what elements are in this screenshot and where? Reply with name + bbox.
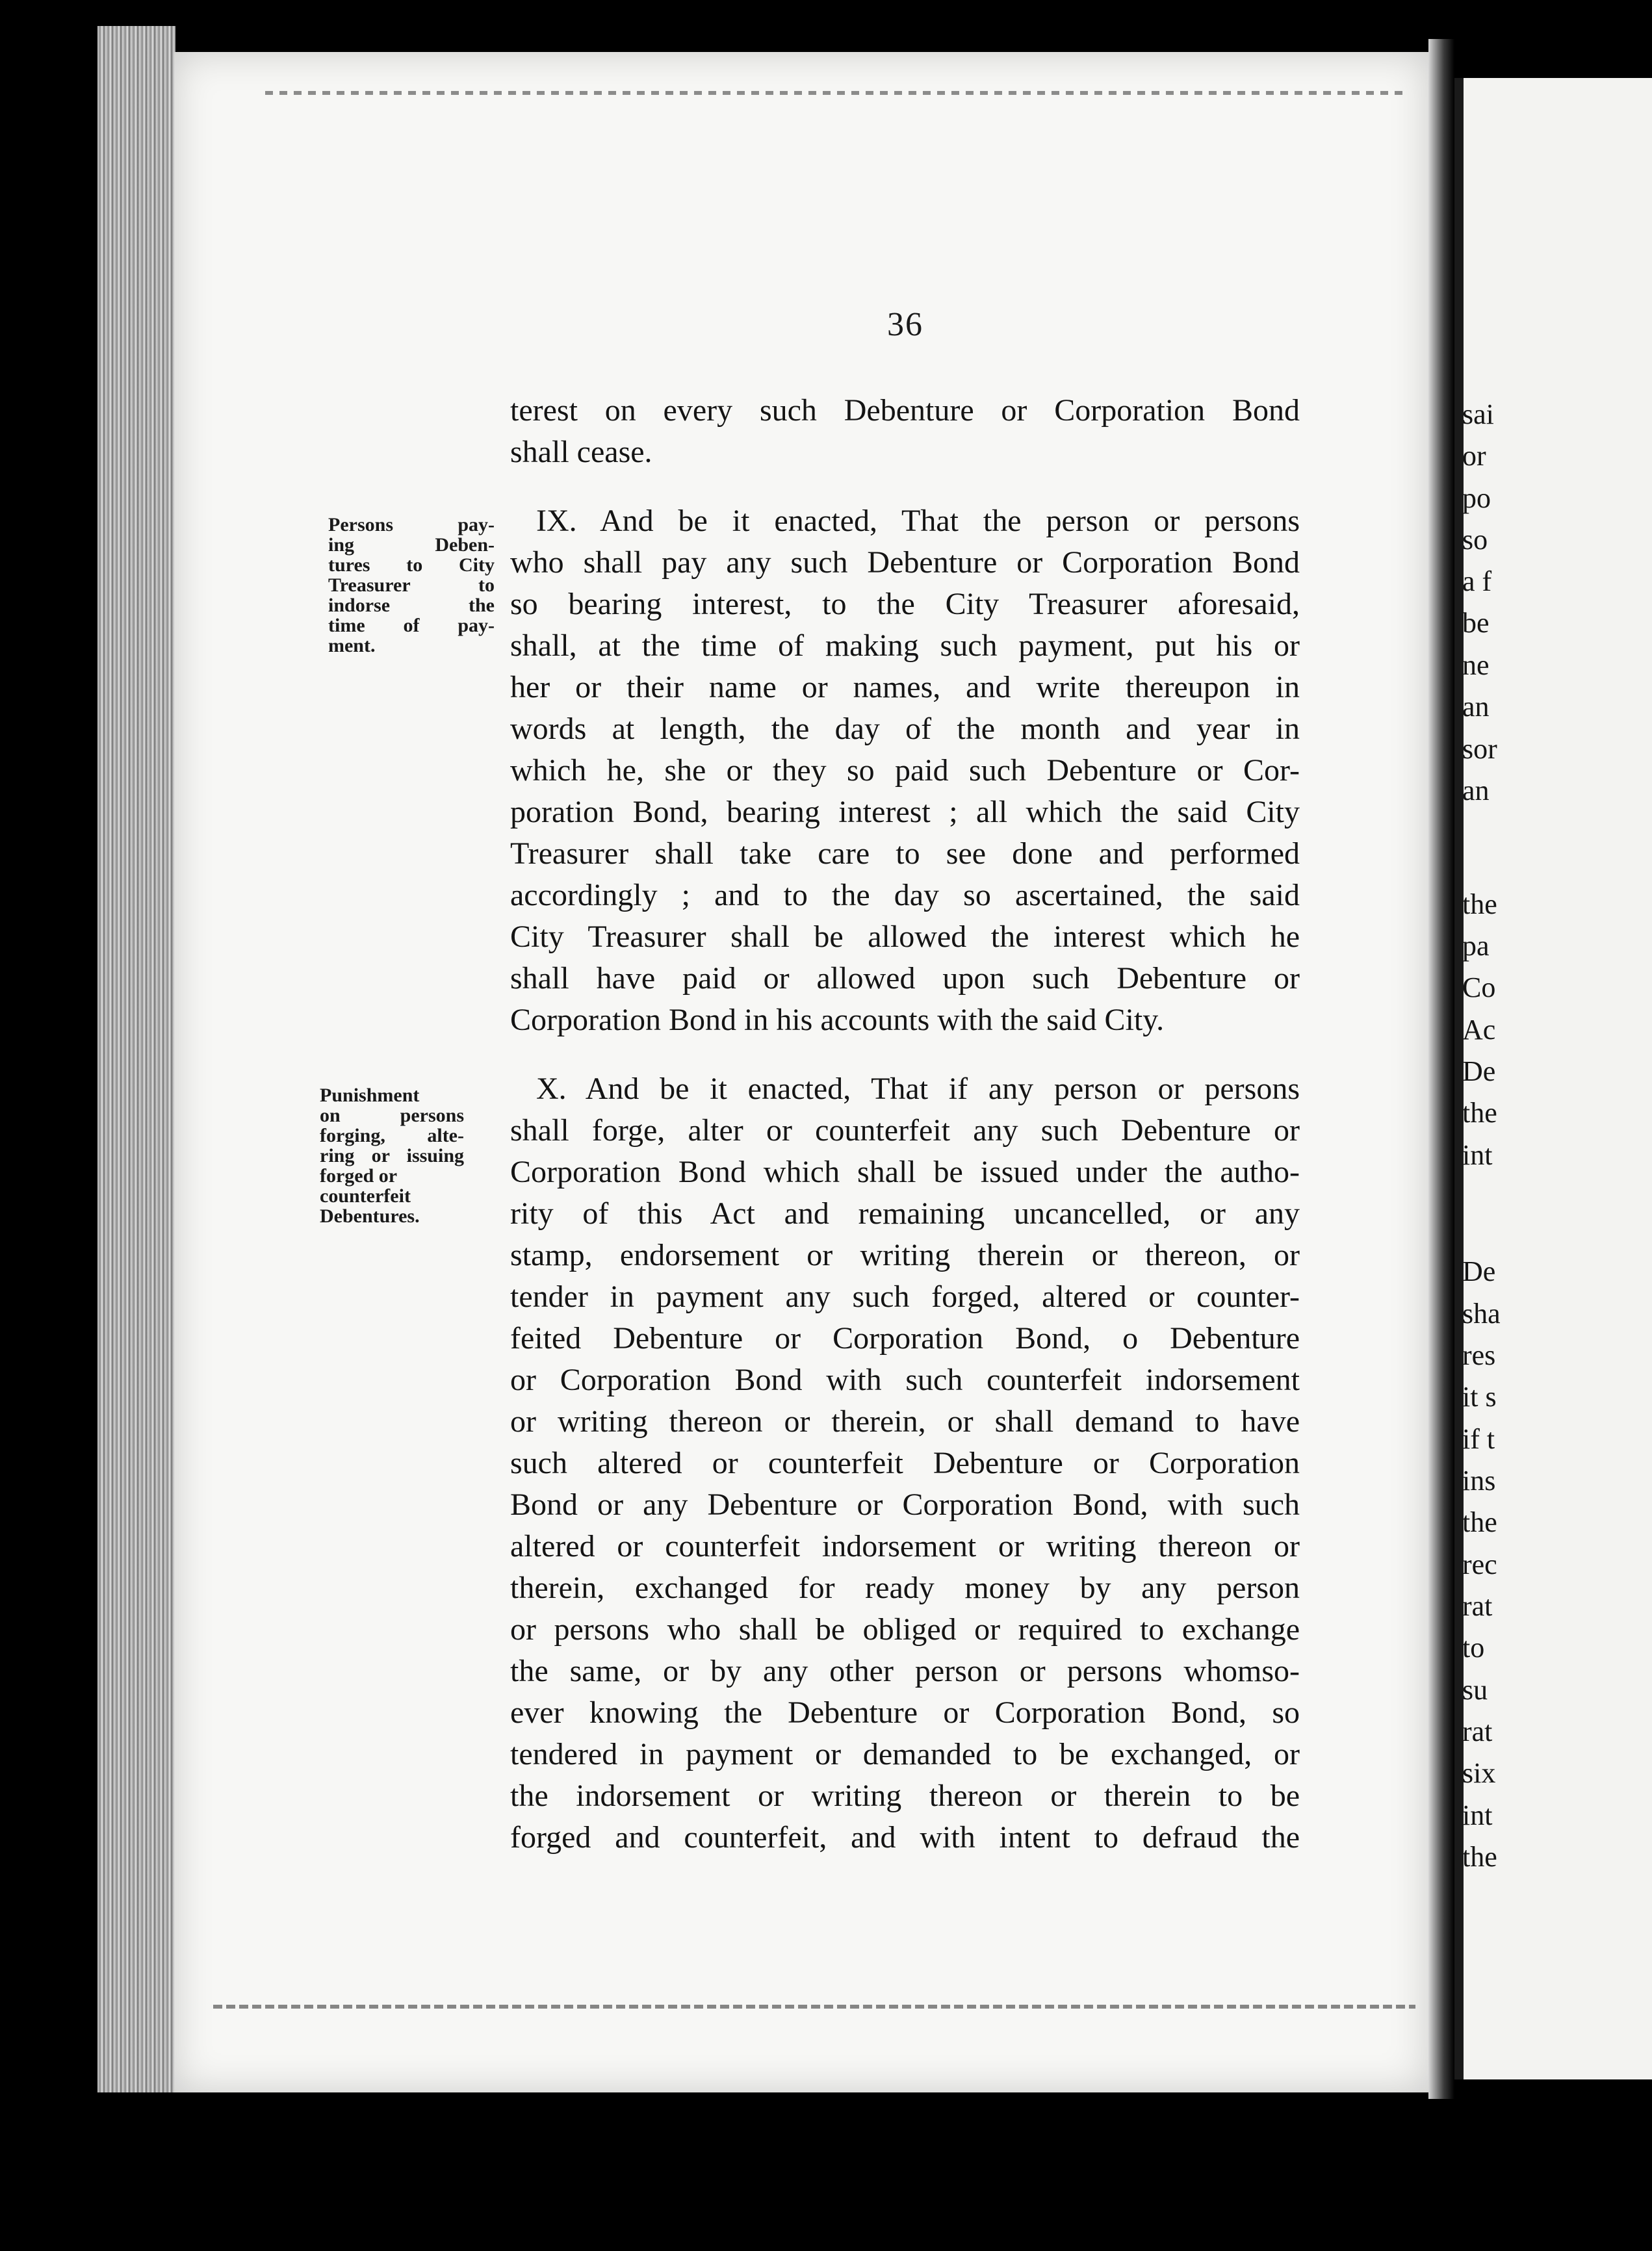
margin-note-line: ing Deben- [328, 534, 495, 556]
facing-page-fragment: pa [1462, 930, 1490, 962]
facing-page-fragment: rat [1462, 1590, 1493, 1622]
text-line: IX. And be it enacted, That the person or persons [536, 504, 1300, 538]
section-ix [510, 500, 1300, 1041]
facing-page-fragment: sor [1462, 733, 1497, 765]
text-line: tender in payment any such forged, altered or counter- [510, 1280, 1300, 1314]
bottom-rule [213, 2005, 1415, 2009]
text-line: stamp, endorsement or writing therein or thereon, or [510, 1238, 1300, 1272]
text-line: Bond or any Debenture or Corporation Bond, with such [510, 1487, 1300, 1522]
facing-page-fragment: the [1462, 888, 1497, 920]
text-line: feited Debenture or Corporation Bond, o Debenture [510, 1321, 1300, 1356]
top-rule [265, 91, 1402, 95]
margin-note-punishment [320, 1085, 464, 1226]
facing-page-fragment: an [1462, 691, 1490, 723]
facing-page-fragment: res [1462, 1339, 1496, 1371]
text-line: shall, at the time of making such payment, put his or [510, 628, 1300, 663]
facing-page-fragment: sai [1462, 398, 1494, 430]
text-line: rity of this Act and remaining uncancelled, or any [510, 1196, 1300, 1231]
facing-page-fragment: po [1462, 482, 1491, 514]
text-line: the same, or by any other person or persons whomso- [510, 1654, 1300, 1688]
text-line: who shall pay any such Debenture or Corporation Bond [510, 545, 1300, 580]
text-line: the indorsement or writing thereon or therein to be [510, 1779, 1300, 1813]
page-number: 36 [887, 306, 923, 343]
margin-note-paying-debentures [328, 515, 495, 656]
text-line: therein, exchanged for ready money by any person [510, 1571, 1300, 1605]
text-line: altered or counterfeit indorsement or writing thereon or [510, 1529, 1300, 1563]
facing-page-fragment: so [1462, 524, 1488, 556]
text-line: forged and counterfeit, and with intent to defraud the [510, 1820, 1300, 1855]
text-line: accordingly ; and to the day so ascertained, the said [510, 878, 1300, 912]
margin-note-line: indorse the [328, 595, 495, 616]
facing-page-fragment: rat [1462, 1716, 1493, 1747]
text-line: Treasurer shall take care to see done and performed [510, 836, 1300, 871]
text-line: or persons who shall be obliged or required to exchange [510, 1612, 1300, 1647]
facing-page-fragment: int [1462, 1139, 1493, 1171]
facing-page-fragment: Co [1462, 971, 1496, 1003]
margin-note-line: on persons [320, 1105, 464, 1126]
margin-note-line: tures to City [328, 554, 495, 576]
facing-page-fragment: su [1462, 1674, 1488, 1706]
margin-note-line: forging, alte- [320, 1125, 464, 1146]
facing-page-fragment: the [1462, 1097, 1497, 1129]
facing-page-fragment: if t [1462, 1423, 1495, 1455]
text-line: words at length, the day of the month and year in [510, 712, 1300, 746]
body-text [510, 390, 1300, 1859]
margin-note-line: Persons pay- [328, 514, 495, 535]
text-line: shall forge, alter or counterfeit any such Debenture or [510, 1113, 1300, 1148]
facing-page-fragment: a f [1462, 565, 1492, 597]
margin-note-line: ring or issuing [320, 1145, 464, 1166]
text-line: which he, she or they so paid such Debenture or Cor- [510, 753, 1300, 788]
text-line: ever knowing the Debenture or Corporation Bond, so [510, 1695, 1300, 1730]
text-line: shall cease. [510, 435, 652, 469]
text-line: X. And be it enacted, That if any person or persons [536, 1072, 1300, 1106]
facing-page-fragment: sha [1462, 1298, 1501, 1330]
facing-page-fragment: int [1462, 1799, 1493, 1831]
margin-note-line: time of pay- [328, 615, 495, 636]
margin-note-line: Debentures. [320, 1205, 420, 1227]
facing-page-fragment: six [1462, 1757, 1496, 1789]
facing-page-fragment: the [1462, 1841, 1497, 1873]
facing-page-fragment: it s [1462, 1381, 1497, 1413]
text-line: so bearing interest, to the City Treasurer aforesaid, [510, 587, 1300, 621]
margin-note-line: Punishment [320, 1085, 420, 1106]
facing-page-fragment: Ac [1462, 1014, 1496, 1046]
section-x [510, 1068, 1300, 1859]
facing-page-fragment: be [1462, 607, 1490, 639]
text-line: terest on every such Debenture or Corporation Bond [510, 393, 1300, 428]
book-gutter [1428, 39, 1454, 2099]
text-line: shall have paid or allowed upon such Debenture or [510, 961, 1300, 996]
facing-page-fragment: to [1462, 1632, 1485, 1664]
text-line: or writing thereon or therein, or shall demand to have [510, 1404, 1300, 1439]
facing-page-fragment: ins [1462, 1465, 1496, 1497]
paragraph-continuation [510, 390, 1300, 473]
facing-page-fragment: rec [1462, 1549, 1497, 1580]
facing-page-fragment: ne [1462, 649, 1490, 681]
text-line: such altered or counterfeit Debenture or Corporation [510, 1446, 1300, 1480]
facing-page-fragment: the [1462, 1506, 1497, 1538]
text-line: City Treasurer shall be allowed the interest which he [510, 920, 1300, 954]
facing-page-fragment: De [1462, 1255, 1496, 1287]
text-line: Corporation Bond which shall be issued under the autho- [510, 1155, 1300, 1189]
text-line: tendered in payment or demanded to be exchanged, or [510, 1737, 1300, 1771]
text-line: or Corporation Bond with such counterfeit indorsement [510, 1363, 1300, 1397]
facing-page-fragment: or [1462, 440, 1486, 472]
margin-note-line: ment. [328, 635, 376, 656]
text-line: her or their name or names, and write thereupon in [510, 670, 1300, 704]
facing-page-fragment: De [1462, 1055, 1496, 1087]
margin-note-line: Treasurer to [328, 574, 495, 596]
book-page-edges [97, 26, 175, 2092]
text-line: poration Bond, bearing interest ; all which the said City [510, 795, 1300, 829]
margin-note-line: forged or [320, 1165, 398, 1187]
text-line: Corporation Bond in his accounts with the said City. [510, 1003, 1165, 1037]
margin-note-line: counterfeit [320, 1185, 411, 1207]
facing-page-fragment: an [1462, 775, 1490, 806]
